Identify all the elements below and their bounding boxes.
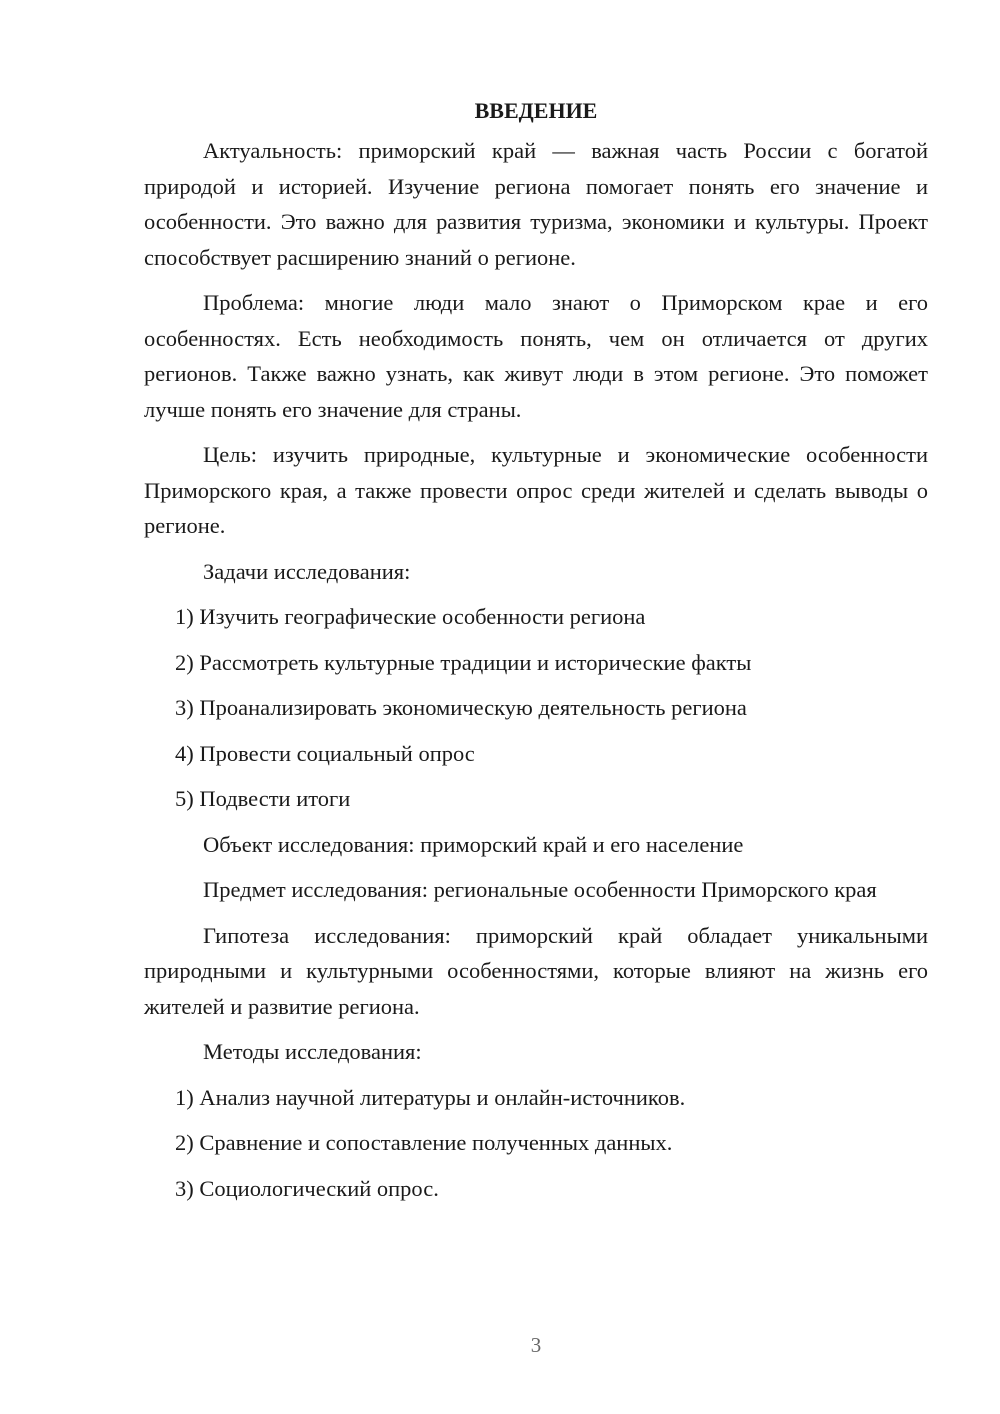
subject-paragraph: Предмет исследования: региональные особенности Приморского края — [203, 877, 877, 902]
list-item: 4) Провести социальный опрос — [175, 740, 475, 766]
methods-list — [144, 1080, 928, 1207]
page-number: 3 — [530, 1333, 542, 1357]
relevance-paragraph: Актуальность: приморский край — важная часть России с богатой природой и историей. Изучение региона помогает понять его значение и особенности. Это важно для развития туризма, экономики и культуры. Проект способствует расширению знаний о регионе. — [144, 138, 928, 270]
list-item: 3) Социологический опрос. — [175, 1175, 439, 1201]
object-line: Объект исследования: приморский край и его население — [203, 831, 744, 857]
document-page — [144, 93, 928, 1216]
list-item: 2) Рассмотреть культурные традиции и исторические факты — [175, 649, 752, 675]
list-item: 3) Проанализировать экономическую деятельность региона — [175, 695, 747, 720]
tasks-label: Задачи исследования: — [203, 558, 411, 584]
hypothesis-paragraph: Гипотеза исследования: приморский край обладает уникальными природными и культурными особенностями, которые влияют на жизнь его жителей и развитие региона. — [144, 922, 928, 1019]
methods-label: Методы исследования: — [203, 1039, 422, 1064]
list-item: 2) Сравнение и сопоставление полученных данных. — [175, 1130, 673, 1155]
list-item: 1) Анализ научной литературы и онлайн-источников. — [175, 1084, 686, 1110]
goal-paragraph: Цель: изучить природные, культурные и экономические особенности Приморского края, а также провести опрос среди жителей и сделать выводы о регионе. — [144, 442, 928, 538]
problem-paragraph: Проблема: многие люди мало знают о Приморском крае и его особенностях. Есть необходимость понять, чем он отличается от других регионов. Также важно узнать, как живут люди в этом регионе. Это поможет лучше понять его значение для страны. — [144, 290, 928, 422]
tasks-list — [144, 599, 928, 817]
section-heading: ВВЕДЕНИЕ — [474, 98, 598, 123]
list-item: 5) Подвести итоги — [175, 786, 351, 811]
list-item: 1) Изучить географические особенности региона — [175, 604, 646, 629]
